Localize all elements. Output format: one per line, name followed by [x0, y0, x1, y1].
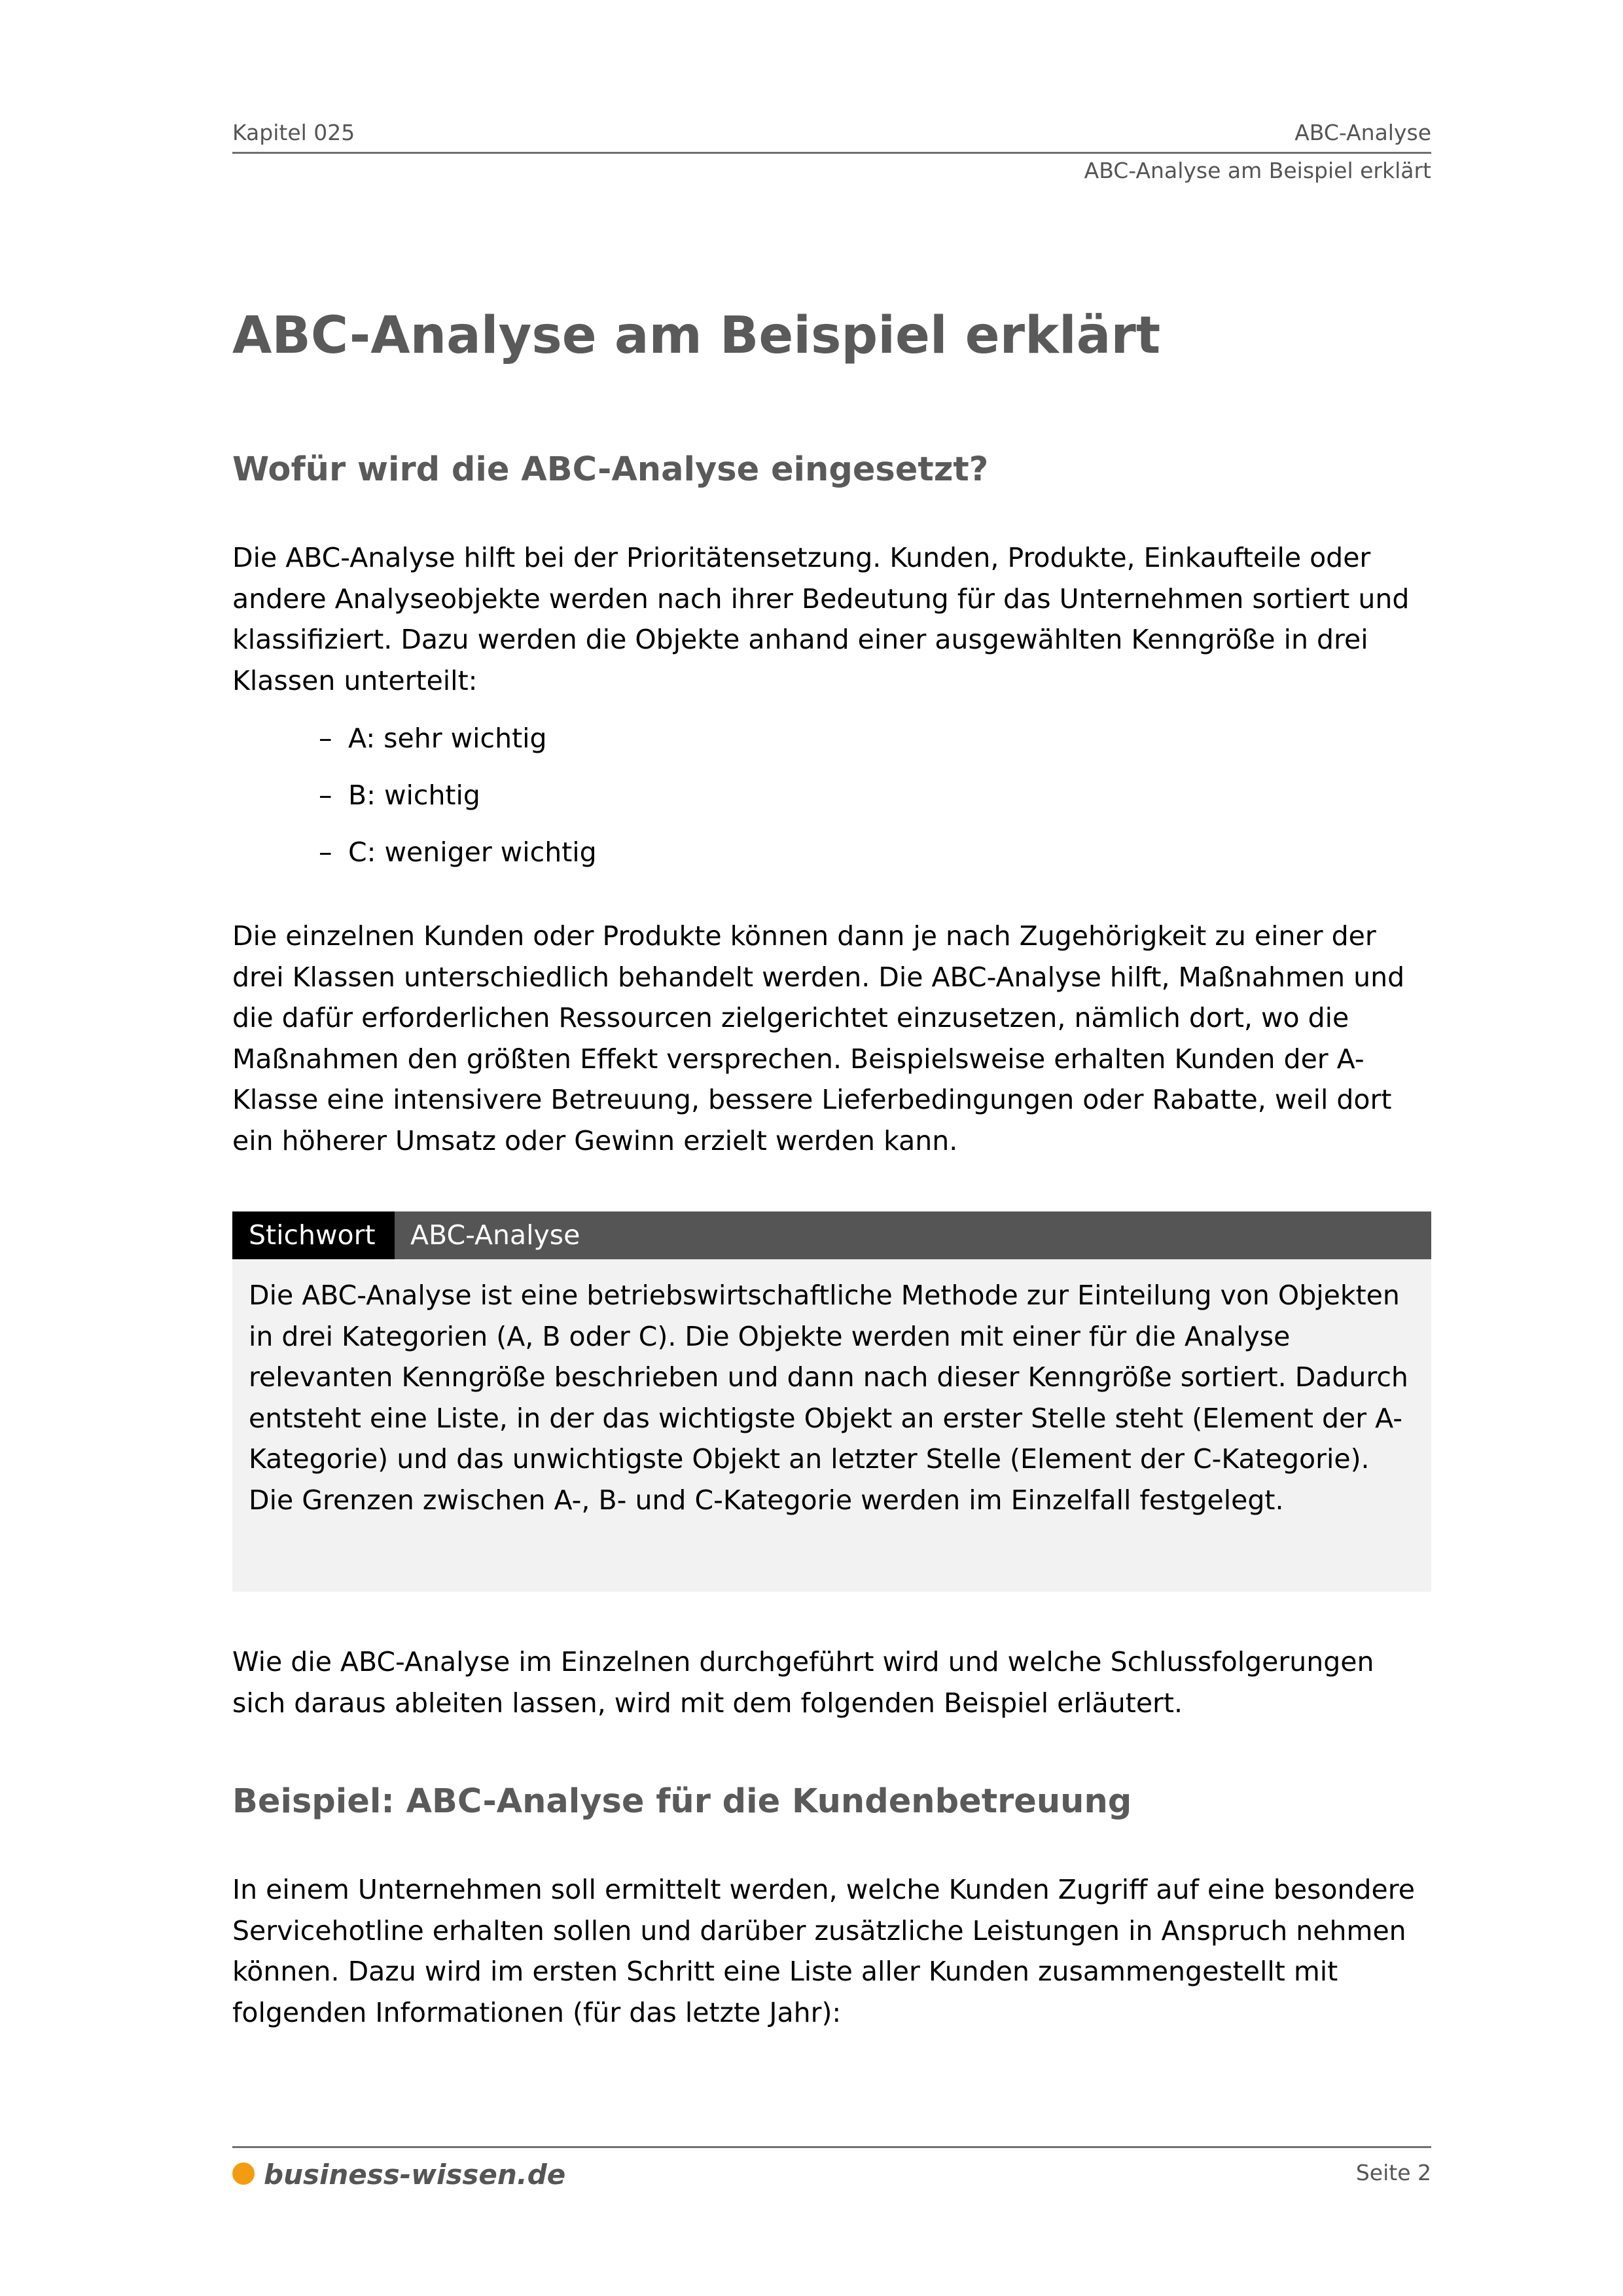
logo-dot-icon: [232, 2162, 255, 2185]
transition-paragraph: Wie die ABC-Analyse im Einzelnen durchgeführt wird und welche Schlussfolgerungen sich daraus ableiten lassen, wird mit dem folgenden Beispiel erläutert.: [232, 1646, 1374, 1719]
brand-name: business-wissen.de: [264, 2159, 566, 2191]
page-title: ABC-Analyse am Beispiel erklärt: [232, 306, 1161, 365]
chapter-label: Kapitel 025: [232, 120, 355, 145]
keyword-box-header: [232, 1211, 1431, 1259]
body-paragraph: Die einzelnen Kunden oder Produkte können dann je nach Zugehörigkeit zu einer der drei Klassen unterschiedlich behandelt werden. Die ABC-Analyse hilft, Maßnahmen und die dafür erforderlichen Ressourcen zielgerichtet einzusetzen, nämlich dort, wo die Maßnahmen den größten Effekt versprechen. Beispielsweise erhalten Kunden der A-Klasse eine intensivere Betreuung, bessere Lieferbedingungen oder Rabatte, weil dort ein höherer Umsatz oder Gewinn erzielt werden kann.: [232, 920, 1405, 1157]
list-item: – C: weniger wichtig: [319, 836, 597, 868]
section-heading-example: Beispiel: ABC-Analyse für die Kundenbetreuung: [232, 1782, 1132, 1821]
topic-label: ABC-Analyse: [1294, 120, 1431, 145]
page-header: [232, 120, 1431, 152]
intro-paragraph: Die ABC-Analyse hilft bei der Prioritätensetzung. Kunden, Produkte, Einkaufteile oder andere Analyseobjekte werden nach ihrer Bedeutung für das Unternehmen sortiert und klassifiziert. Dazu werden die Objekte anhand einer ausgewählten Kenngröße in drei Klassen unterteilt:: [232, 542, 1410, 696]
keyword-definition: Die ABC-Analyse ist eine betriebswirtschaftliche Methode zur Einteilung von Objekten in drei Kategorien (A, B oder C). Die Objekte werden mit einer für die Analyse relevanten Kenngröße beschrieben und dann nach dieser Kenngröße sortiert. Dadurch entsteht eine Liste, in der das wichtigste Objekt an erster Stelle steht (Element der A-Kategorie) und das unwichtigste Objekt an letzter Stelle (Element der C-Kategorie). Die Grenzen zwischen A-, B- und C-Kategorie werden im Einzelfall festgelegt.: [249, 1280, 1408, 1516]
class-list: [319, 718, 597, 889]
keyword-box: [232, 1259, 1431, 1592]
footer-divider: [232, 2146, 1431, 2148]
document-page: [232, 0, 1431, 2296]
example-paragraph: In einem Unternehmen soll ermittelt werden, welche Kunden Zugriff auf eine besondere Servicehotline erhalten sollen und darüber zusätzliche Leistungen in Anspruch nehmen können. Dazu wird im ersten Schritt eine Liste aller Kunden zusammengestellt mit folgenden Informationen (für das letzte Jahr):: [232, 1874, 1415, 2028]
list-item: – A: sehr wichtig: [319, 723, 547, 754]
keyword-term: ABC-Analyse: [410, 1219, 580, 1251]
page-number: Seite 2: [1355, 2160, 1431, 2185]
header-divider: [232, 152, 1431, 154]
section-heading-purpose: Wofür wird die ABC-Analyse eingesetzt?: [232, 450, 989, 489]
keyword-label: Stichwort: [232, 1211, 395, 1259]
subtopic-label: ABC-Analyse am Beispiel erklärt: [1084, 158, 1431, 183]
list-item: – B: wichtig: [319, 780, 480, 811]
